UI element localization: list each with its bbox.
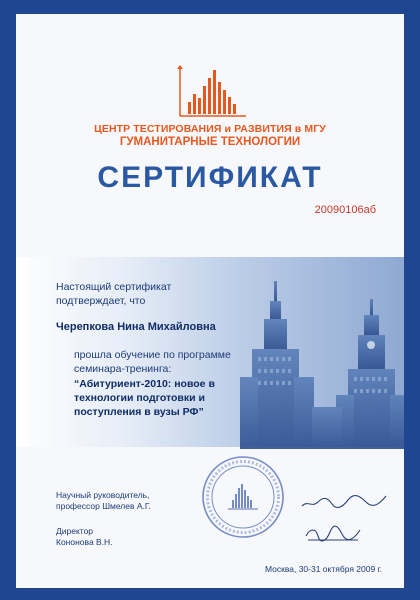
serial-number: 20090106аб [314, 204, 376, 216]
logo-org-name-line2: ГУМАНИТАРНЫЕ ТЕХНОЛОГИИ [119, 136, 301, 148]
signature-director [302, 522, 364, 546]
scientific-head-block [56, 490, 151, 512]
certificate-title: СЕРТИФИКАТ [97, 161, 323, 194]
director-name: Кононова В.Н. [56, 537, 113, 547]
recipient-name: Черепкова Нина Михайловна [56, 321, 216, 333]
scientific-head-title: Научный руководитель, [56, 490, 150, 500]
place-and-date: Москва, 30-31 октября 2009 г. [264, 564, 382, 574]
scientific-head-name: профессор Шмелев А.Г. [56, 501, 151, 511]
certificate-page [16, 14, 404, 588]
course-intro-text: прошла обучение по программе семинара-тренинга: [74, 349, 231, 375]
director-block [56, 526, 113, 548]
course-title: “Абитуриент-2010: новое в технологии подготовки и поступления в вузы РФ” [74, 378, 215, 418]
logo-org-name-line1: ЦЕНТР ТЕСТИРОВАНИЯ и РАЗВИТИЯ в МГУ [94, 123, 326, 135]
organization-stamp [200, 454, 286, 540]
logo-bar-icon [174, 64, 248, 120]
signature-scientific-head [298, 490, 390, 514]
director-title: Директор [56, 526, 94, 536]
confirmation-text: Настоящий сертификат подтверждает, что [56, 281, 172, 307]
